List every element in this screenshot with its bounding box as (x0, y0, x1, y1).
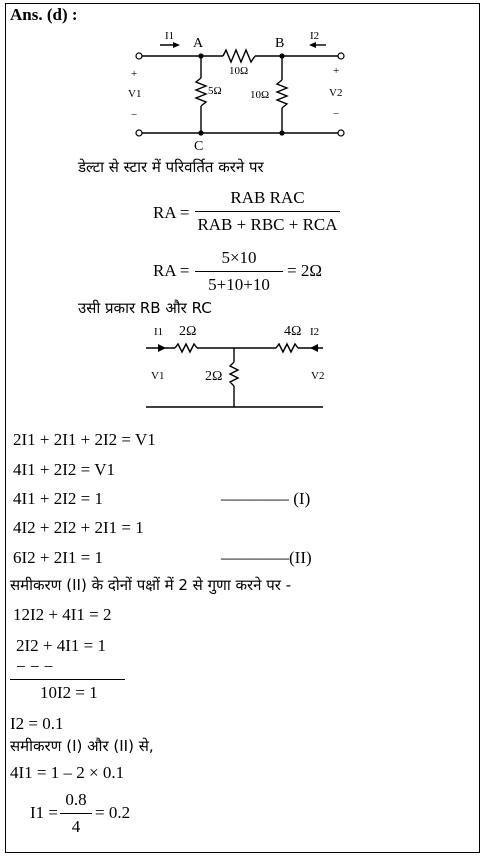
v1-plus: + (131, 68, 138, 80)
v1-minus: − (131, 109, 138, 121)
answer-heading: Ans. (d) : (10, 5, 78, 24)
equation-3: 4I1 + 2I2 = 1 (13, 489, 103, 508)
step-equation-1: 12I2 + 4I1 = 2 (13, 605, 112, 624)
i2-value: I2 = 0.1 (10, 714, 64, 733)
equation-5: 6I2 + 2I1 = 1 (13, 548, 103, 567)
v2-label: V2 (329, 87, 343, 99)
step-equation-2: 2I2 + 4I1 = 1 (16, 636, 106, 655)
node-a-label: A (193, 36, 204, 51)
ra-formula-numerator: RAB RAC (230, 188, 305, 207)
circuit2-resistor-left: 2Ω (179, 324, 197, 339)
circuit2-current-i1: I1 (154, 326, 164, 338)
v1-label: V1 (128, 88, 142, 100)
circuit1-current-i2: I2 (310, 30, 320, 42)
resistor-ac-label: 5Ω (208, 85, 222, 97)
i1-result-value: = 0.2 (95, 803, 131, 822)
resistor-ab-label: 10Ω (229, 65, 249, 77)
i1-result-lhs: I1 = (30, 803, 58, 822)
ra-value-result: = 2Ω (287, 261, 322, 280)
circuit1-current-i1: I1 (165, 30, 175, 42)
v2-minus: − (333, 108, 340, 120)
multiply-text: समीकरण (II) के दोनों पक्षों में 2 से गुणा करने पर - (10, 576, 292, 594)
i1-result-fraction (60, 790, 92, 837)
delta-to-star-text: डेल्टा से स्टार में परिवर्तित करने पर (78, 158, 264, 176)
equation-1: 2I1 + 2I1 + 2I2 = V1 (13, 430, 156, 449)
circuit2-v2: V2 (311, 370, 325, 382)
ra-formula-denominator: RAB + RBC + RCA (195, 211, 340, 235)
subtraction-signs: − − − (16, 657, 54, 676)
resistor-bc-label: 10Ω (250, 89, 270, 101)
ra-value-lhs: RA = (153, 261, 190, 280)
circuit2-resistor-mid: 2Ω (205, 369, 223, 384)
v2-plus: + (333, 65, 340, 77)
circuit2-v1: V1 (151, 370, 165, 382)
from-equations-text: समीकरण (I) और (II) से, (10, 737, 154, 755)
equation-tag-ii: ————(II) (221, 548, 312, 567)
equation-2: 4I1 + 2I2 = V1 (13, 460, 115, 479)
ra-value-denominator: 5+10+10 (195, 271, 283, 295)
similarly-text: उसी प्रकार RB और RC (78, 299, 212, 317)
node-b-label: B (275, 36, 285, 51)
i1-step: 4I1 = 1 – 2 × 0.1 (10, 763, 125, 782)
circuit2-current-i2: I2 (310, 326, 320, 338)
equation-4: 4I2 + 2I2 + 2I1 = 1 (13, 518, 144, 537)
ra-formula-lhs: RA = (153, 203, 190, 222)
i1-result-numerator: 0.8 (65, 790, 87, 809)
i1-result-denominator: 4 (60, 813, 92, 837)
circuit2-resistor-right: 4Ω (284, 324, 302, 339)
node-c-label: C (194, 139, 204, 154)
equation-tag-i: ———— (I) (221, 489, 311, 508)
subtraction-line (10, 679, 125, 680)
difference-result: 10I2 = 1 (40, 683, 98, 702)
ra-value-numerator: 5×10 (221, 248, 257, 267)
